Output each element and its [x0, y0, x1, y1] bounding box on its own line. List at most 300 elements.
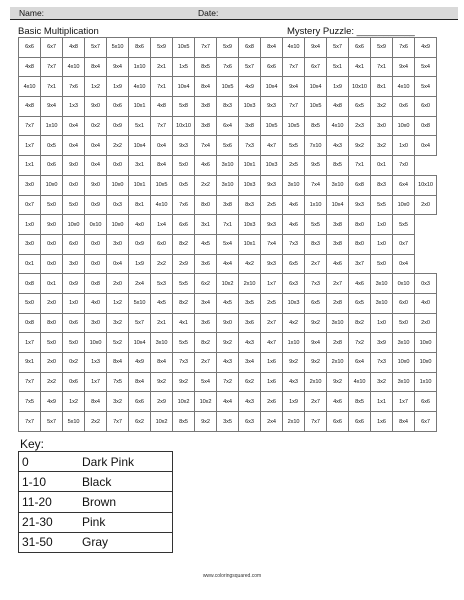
grid-cell[interactable]: 8x4 — [129, 372, 151, 392]
grid-cell[interactable]: 3x5 — [239, 293, 261, 313]
grid-cell[interactable]: 10x5 — [151, 175, 173, 195]
grid-cell[interactable]: 4x0 — [85, 293, 107, 313]
grid-cell[interactable]: 6x6 — [261, 57, 283, 77]
grid-cell[interactable]: 1x5 — [173, 57, 195, 77]
grid-cell[interactable]: 4x10 — [349, 372, 371, 392]
grid-cell[interactable]: 5x4 — [415, 77, 437, 97]
grid-cell[interactable]: 10x0 — [107, 215, 129, 235]
grid-cell[interactable]: 9x0 — [41, 215, 63, 235]
grid-cell[interactable]: 7x7 — [151, 116, 173, 136]
grid-cell[interactable]: 5x10 — [63, 412, 85, 432]
grid-cell[interactable]: 4x6 — [327, 392, 349, 412]
grid-cell[interactable]: 0x0 — [85, 234, 107, 254]
grid-cell[interactable]: 7x3 — [371, 353, 393, 373]
grid-cell[interactable]: 2x7 — [305, 392, 327, 412]
grid-cell[interactable]: 7x3 — [239, 136, 261, 156]
grid-cell[interactable]: 7x7 — [19, 412, 41, 432]
grid-cell[interactable]: 2x10 — [239, 274, 261, 294]
grid-cell[interactable]: 7x7 — [19, 116, 41, 136]
grid-cell[interactable]: 8x0 — [41, 313, 63, 333]
grid-cell[interactable]: 10x4 — [327, 195, 349, 215]
grid-cell[interactable]: 5x0 — [41, 333, 63, 353]
grid-cell[interactable]: 0x0 — [41, 254, 63, 274]
grid-cell[interactable]: 3x10 — [327, 313, 349, 333]
grid-cell[interactable]: 8x5 — [173, 412, 195, 432]
grid-cell[interactable]: 4x7 — [261, 136, 283, 156]
grid-cell[interactable]: 0x6 — [107, 97, 129, 117]
grid-cell[interactable]: 7x7 — [283, 97, 305, 117]
grid-cell[interactable]: 7x1 — [371, 57, 393, 77]
grid-cell[interactable]: 8x6 — [129, 38, 151, 58]
grid-cell[interactable]: 2x0 — [107, 274, 129, 294]
grid-cell[interactable]: 0x4 — [85, 156, 107, 176]
grid-cell[interactable]: 2x7 — [327, 274, 349, 294]
grid-cell[interactable]: 4x8 — [327, 97, 349, 117]
grid-cell[interactable]: 8x2 — [195, 333, 217, 353]
grid-cell[interactable]: 10x1 — [129, 97, 151, 117]
grid-cell[interactable]: 10x5 — [283, 116, 305, 136]
grid-cell[interactable]: 3x6 — [195, 254, 217, 274]
grid-cell[interactable]: 10x4 — [261, 77, 283, 97]
grid-cell[interactable]: 7x6 — [217, 57, 239, 77]
grid-cell[interactable]: 9x2 — [195, 412, 217, 432]
grid-cell[interactable]: 2x10 — [327, 353, 349, 373]
grid-cell[interactable]: 9x3 — [261, 97, 283, 117]
grid-cell[interactable]: 3x10 — [151, 333, 173, 353]
grid-cell[interactable]: 8x4 — [151, 156, 173, 176]
grid-cell[interactable]: 1x9 — [107, 77, 129, 97]
grid-cell[interactable]: 1x0 — [371, 215, 393, 235]
grid-cell[interactable]: 6x6 — [173, 215, 195, 235]
grid-cell[interactable]: 10x0 — [415, 333, 437, 353]
grid-cell[interactable]: 7x7 — [107, 412, 129, 432]
grid-cell[interactable]: 4x1 — [349, 57, 371, 77]
grid-cell[interactable]: 10x0 — [415, 353, 437, 373]
grid-cell[interactable]: 2x5 — [261, 293, 283, 313]
grid-cell[interactable]: 6x2 — [195, 274, 217, 294]
grid-cell[interactable]: 3x10 — [393, 333, 415, 353]
grid-cell[interactable]: 7x6 — [393, 38, 415, 58]
grid-cell[interactable]: 4x5 — [217, 293, 239, 313]
grid-cell[interactable]: 9x0 — [85, 175, 107, 195]
grid-cell[interactable]: 7x3 — [173, 353, 195, 373]
grid-cell[interactable]: 2x0 — [415, 195, 437, 215]
grid-cell[interactable]: 7x4 — [195, 136, 217, 156]
grid-cell[interactable]: 0x10 — [85, 215, 107, 235]
grid-cell[interactable]: 7x10 — [305, 136, 327, 156]
grid-cell[interactable]: 2x2 — [41, 372, 63, 392]
grid-cell[interactable]: 8x0 — [349, 234, 371, 254]
grid-cell[interactable]: 7x7 — [19, 372, 41, 392]
grid-cell[interactable]: 3x0 — [371, 116, 393, 136]
grid-cell[interactable]: 0x1 — [41, 274, 63, 294]
grid-cell[interactable]: 1x7 — [19, 136, 41, 156]
grid-cell[interactable]: 9x4 — [305, 38, 327, 58]
grid-cell[interactable]: 10x10 — [173, 116, 195, 136]
grid-cell[interactable]: 6x4 — [349, 353, 371, 373]
grid-cell[interactable]: 6x5 — [349, 293, 371, 313]
grid-cell[interactable]: 7x7 — [283, 57, 305, 77]
grid-cell[interactable]: 10x2 — [217, 274, 239, 294]
grid-cell[interactable]: 3x0 — [19, 234, 41, 254]
grid-cell[interactable]: 10x3 — [239, 175, 261, 195]
grid-cell[interactable]: 6x6 — [327, 412, 349, 432]
grid-cell[interactable]: 4x9 — [41, 392, 63, 412]
grid-cell[interactable]: 5x10 — [129, 293, 151, 313]
grid-cell[interactable]: 6x6 — [129, 392, 151, 412]
grid-cell[interactable]: 2x10 — [283, 412, 305, 432]
grid-cell[interactable]: 1x10 — [129, 57, 151, 77]
grid-cell[interactable]: 4x10 — [19, 77, 41, 97]
grid-cell[interactable]: 9x2 — [283, 353, 305, 373]
grid-cell[interactable]: 7x5 — [19, 392, 41, 412]
grid-cell[interactable]: 1x7 — [261, 274, 283, 294]
grid-cell[interactable]: 1x7 — [393, 392, 415, 412]
grid-cell[interactable]: 7x4 — [305, 175, 327, 195]
grid-cell[interactable]: 6x7 — [415, 412, 437, 432]
grid-cell[interactable]: 2x0 — [41, 353, 63, 373]
grid-cell[interactable]: 10x4 — [305, 77, 327, 97]
grid-cell[interactable]: 6x8 — [239, 38, 261, 58]
grid-cell[interactable]: 3x6 — [239, 313, 261, 333]
grid-cell[interactable]: 3x6 — [195, 313, 217, 333]
grid-cell[interactable]: 1x6 — [371, 412, 393, 432]
grid-cell[interactable]: 0x8 — [19, 274, 41, 294]
grid-cell[interactable]: 9x1 — [19, 353, 41, 373]
grid-cell[interactable]: 4x8 — [151, 97, 173, 117]
grid-cell[interactable]: 10x4 — [129, 333, 151, 353]
grid-cell[interactable]: 2x7 — [195, 353, 217, 373]
grid-cell[interactable]: 7x0 — [393, 156, 415, 176]
grid-cell[interactable]: 7x1 — [41, 77, 63, 97]
grid-cell[interactable]: 4x5 — [195, 234, 217, 254]
grid-cell[interactable]: 0x6 — [393, 97, 415, 117]
grid-cell[interactable]: 4x6 — [349, 274, 371, 294]
grid-cell[interactable]: 0x4 — [63, 116, 85, 136]
grid-cell[interactable]: 5x9 — [371, 38, 393, 58]
grid-cell[interactable]: 0x3 — [107, 195, 129, 215]
grid-cell[interactable]: 5x7 — [85, 38, 107, 58]
grid-cell[interactable]: 9x2 — [151, 372, 173, 392]
grid-cell[interactable]: 5x4 — [217, 234, 239, 254]
grid-cell[interactable]: 6x5 — [305, 293, 327, 313]
grid-cell[interactable]: 5x0 — [173, 156, 195, 176]
grid-cell[interactable]: 0x1 — [371, 156, 393, 176]
grid-cell[interactable]: 4x6 — [283, 195, 305, 215]
grid-cell[interactable]: 1x6 — [261, 353, 283, 373]
grid-cell[interactable]: 7x6 — [173, 195, 195, 215]
grid-cell[interactable]: 3x8 — [195, 97, 217, 117]
grid-cell[interactable]: 2x7 — [305, 254, 327, 274]
grid-cell[interactable]: 8x3 — [371, 175, 393, 195]
grid-cell[interactable]: 7x2 — [217, 372, 239, 392]
grid-cell[interactable]: 2x0 — [415, 313, 437, 333]
grid-cell[interactable]: 2x8 — [327, 333, 349, 353]
grid-cell[interactable]: 4x3 — [283, 372, 305, 392]
grid-cell[interactable]: 6x5 — [283, 254, 305, 274]
grid-cell[interactable]: 10x4 — [129, 136, 151, 156]
grid-cell[interactable]: 9x2 — [349, 136, 371, 156]
grid-cell[interactable]: 3x8 — [327, 234, 349, 254]
grid-cell[interactable]: 2x9 — [151, 392, 173, 412]
grid-cell[interactable]: 0x10 — [393, 274, 415, 294]
grid-cell[interactable]: 4x10 — [393, 77, 415, 97]
grid-cell[interactable]: 10x3 — [239, 215, 261, 235]
grid-cell[interactable]: 9x3 — [261, 215, 283, 235]
grid-cell[interactable]: 8x1 — [371, 77, 393, 97]
grid-cell[interactable]: 10x0 — [41, 175, 63, 195]
grid-cell[interactable]: 10x5 — [305, 97, 327, 117]
grid-cell[interactable]: 3x2 — [371, 372, 393, 392]
grid-cell[interactable]: 3x2 — [371, 136, 393, 156]
grid-cell[interactable]: 3x10 — [393, 372, 415, 392]
grid-cell[interactable]: 10x0 — [393, 116, 415, 136]
grid-cell[interactable]: 5x0 — [371, 254, 393, 274]
grid-cell[interactable]: 6x6 — [19, 38, 41, 58]
grid-cell[interactable]: 2x4 — [261, 412, 283, 432]
grid-cell[interactable]: 2x5 — [261, 195, 283, 215]
grid-cell[interactable]: 0x6 — [41, 156, 63, 176]
grid-cell[interactable]: 1x3 — [63, 97, 85, 117]
grid-cell[interactable]: 7x5 — [107, 372, 129, 392]
grid-cell[interactable]: 4x6 — [195, 156, 217, 176]
grid-cell[interactable]: 0x7 — [19, 195, 41, 215]
grid-cell[interactable]: 5x7 — [41, 412, 63, 432]
grid-cell[interactable]: 5x1 — [327, 57, 349, 77]
grid-cell[interactable]: 10x3 — [261, 156, 283, 176]
grid-cell[interactable]: 3x2 — [107, 392, 129, 412]
grid-cell[interactable]: 4x8 — [19, 57, 41, 77]
grid-cell[interactable]: 10x2 — [151, 412, 173, 432]
grid-cell[interactable]: 2x2 — [195, 175, 217, 195]
grid-cell[interactable]: 10x2 — [173, 392, 195, 412]
grid-cell[interactable]: 9x4 — [107, 57, 129, 77]
grid-cell[interactable]: 5x7 — [239, 57, 261, 77]
grid-cell[interactable]: 1x0 — [371, 313, 393, 333]
grid-cell[interactable]: 7x7 — [305, 412, 327, 432]
grid-cell[interactable]: 8x2 — [349, 313, 371, 333]
grid-cell[interactable]: 1x9 — [327, 77, 349, 97]
grid-cell[interactable]: 1x2 — [63, 392, 85, 412]
grid-cell[interactable]: 3x0 — [19, 175, 41, 195]
grid-cell[interactable]: 10x3 — [283, 293, 305, 313]
grid-cell[interactable]: 5x0 — [19, 293, 41, 313]
grid-cell[interactable]: 10x5 — [261, 116, 283, 136]
grid-cell[interactable]: 3x8 — [195, 116, 217, 136]
grid-cell[interactable]: 5x5 — [393, 215, 415, 235]
grid-cell[interactable]: 8x5 — [305, 116, 327, 136]
grid-cell[interactable]: 3x4 — [195, 293, 217, 313]
grid-cell[interactable]: 2x8 — [327, 293, 349, 313]
grid-cell[interactable]: 6x3 — [283, 274, 305, 294]
grid-cell[interactable]: 9x2 — [305, 313, 327, 333]
grid-cell[interactable]: 6x6 — [349, 38, 371, 58]
grid-cell[interactable]: 4x9 — [415, 38, 437, 58]
grid-cell[interactable]: 3x7 — [349, 254, 371, 274]
grid-cell[interactable]: 0x4 — [63, 136, 85, 156]
grid-cell[interactable]: 0x4 — [151, 136, 173, 156]
grid-cell[interactable]: 10x3 — [239, 97, 261, 117]
grid-cell[interactable]: 5x5 — [283, 136, 305, 156]
grid-cell[interactable]: 3x10 — [371, 274, 393, 294]
grid-cell[interactable]: 10x0 — [393, 195, 415, 215]
grid-cell[interactable]: 1x3 — [85, 353, 107, 373]
grid-cell[interactable]: 5x0 — [393, 313, 415, 333]
grid-cell[interactable]: 5x9 — [151, 38, 173, 58]
grid-cell[interactable]: 4x0 — [129, 215, 151, 235]
grid-cell[interactable]: 9x0 — [63, 156, 85, 176]
grid-cell[interactable]: 0x9 — [129, 234, 151, 254]
grid-cell[interactable]: 3x8 — [327, 215, 349, 235]
grid-cell[interactable]: 8x4 — [195, 77, 217, 97]
grid-cell[interactable]: 10x1 — [239, 234, 261, 254]
grid-cell[interactable]: 5x5 — [173, 274, 195, 294]
grid-cell[interactable]: 1x10 — [305, 195, 327, 215]
grid-cell[interactable]: 2x3 — [349, 116, 371, 136]
grid-cell[interactable]: 0x0 — [107, 156, 129, 176]
grid-cell[interactable]: 0x5 — [173, 175, 195, 195]
grid-cell[interactable]: 0x8 — [19, 313, 41, 333]
grid-cell[interactable]: 9x2 — [217, 333, 239, 353]
grid-cell[interactable]: 4x10 — [129, 77, 151, 97]
grid-cell[interactable]: 2x2 — [151, 254, 173, 274]
grid-cell[interactable]: 0x7 — [393, 234, 415, 254]
grid-cell[interactable]: 3x0 — [107, 234, 129, 254]
grid-cell[interactable]: 2x2 — [107, 136, 129, 156]
grid-cell[interactable]: 6x7 — [305, 57, 327, 77]
grid-cell[interactable]: 1x10 — [415, 372, 437, 392]
grid-cell[interactable]: 2x0 — [41, 293, 63, 313]
grid-cell[interactable]: 6x6 — [415, 392, 437, 412]
grid-cell[interactable]: 5x2 — [107, 333, 129, 353]
grid-cell[interactable]: 4x10 — [63, 57, 85, 77]
grid-cell[interactable]: 10x10 — [415, 175, 437, 195]
grid-cell[interactable]: 4x8 — [63, 38, 85, 58]
grid-cell[interactable]: 1x1 — [371, 392, 393, 412]
grid-cell[interactable]: 0x4 — [415, 136, 437, 156]
grid-cell[interactable]: 4x5 — [151, 293, 173, 313]
grid-cell[interactable]: 1x0 — [393, 136, 415, 156]
grid-cell[interactable]: 10x4 — [173, 77, 195, 97]
grid-cell[interactable]: 2x7 — [261, 313, 283, 333]
grid-cell[interactable]: 4x10 — [283, 38, 305, 58]
grid-cell[interactable]: 0x6 — [63, 372, 85, 392]
grid-cell[interactable]: 6x6 — [349, 412, 371, 432]
grid-cell[interactable]: 5x6 — [217, 136, 239, 156]
grid-cell[interactable]: 2x9 — [173, 254, 195, 274]
grid-cell[interactable]: 8x4 — [85, 392, 107, 412]
grid-cell[interactable]: 0x8 — [85, 274, 107, 294]
grid-cell[interactable]: 10x1 — [239, 156, 261, 176]
grid-cell[interactable]: 2x10 — [305, 372, 327, 392]
grid-cell[interactable]: 6x2 — [239, 372, 261, 392]
grid-cell[interactable]: 3x2 — [371, 97, 393, 117]
grid-cell[interactable]: 0x9 — [63, 274, 85, 294]
grid-cell[interactable]: 4x6 — [283, 215, 305, 235]
grid-cell[interactable]: 1x9 — [283, 392, 305, 412]
grid-cell[interactable]: 5x0 — [41, 195, 63, 215]
grid-cell[interactable]: 7x3 — [305, 274, 327, 294]
grid-cell[interactable]: 9x2 — [327, 372, 349, 392]
grid-cell[interactable]: 10x5 — [173, 38, 195, 58]
grid-cell[interactable]: 1x0 — [371, 234, 393, 254]
grid-cell[interactable]: 4x6 — [327, 254, 349, 274]
grid-cell[interactable]: 3x2 — [107, 313, 129, 333]
grid-cell[interactable]: 10x0 — [63, 215, 85, 235]
grid-cell[interactable]: 4x9 — [239, 77, 261, 97]
grid-cell[interactable]: 6x2 — [129, 412, 151, 432]
grid-cell[interactable]: 0x4 — [393, 254, 415, 274]
grid-cell[interactable]: 10x2 — [195, 392, 217, 412]
grid-cell[interactable]: 10x0 — [393, 353, 415, 373]
grid-cell[interactable]: 4x9 — [129, 353, 151, 373]
grid-cell[interactable]: 1x0 — [19, 215, 41, 235]
grid-cell[interactable]: 4x3 — [217, 353, 239, 373]
grid-cell[interactable]: 8x5 — [327, 156, 349, 176]
grid-cell[interactable]: 9x3 — [349, 195, 371, 215]
grid-cell[interactable]: 6x5 — [349, 97, 371, 117]
grid-cell[interactable]: 9x0 — [217, 313, 239, 333]
grid-cell[interactable]: 0x5 — [41, 136, 63, 156]
grid-cell[interactable]: 5x0 — [63, 195, 85, 215]
grid-cell[interactable]: 8x0 — [349, 215, 371, 235]
grid-cell[interactable]: 0x6 — [63, 313, 85, 333]
grid-cell[interactable]: 8x2 — [173, 234, 195, 254]
grid-cell[interactable]: 5x8 — [173, 97, 195, 117]
grid-cell[interactable]: 3x0 — [85, 313, 107, 333]
grid-cell[interactable]: 3x5 — [217, 412, 239, 432]
grid-cell[interactable]: 9x2 — [305, 353, 327, 373]
grid-cell[interactable]: 4x10 — [327, 116, 349, 136]
grid-cell[interactable]: 1x2 — [85, 77, 107, 97]
grid-cell[interactable]: 8x5 — [349, 392, 371, 412]
grid-cell[interactable]: 8x4 — [261, 38, 283, 58]
grid-cell[interactable]: 5x9 — [217, 38, 239, 58]
grid-cell[interactable]: 10x0 — [85, 333, 107, 353]
grid-cell[interactable]: 1x6 — [261, 372, 283, 392]
grid-cell[interactable]: 4x4 — [217, 254, 239, 274]
grid-cell[interactable]: 8x4 — [393, 412, 415, 432]
grid-cell[interactable]: 9x0 — [85, 97, 107, 117]
grid-cell[interactable]: 3x1 — [195, 215, 217, 235]
grid-cell[interactable]: 0x4 — [107, 254, 129, 274]
grid-cell[interactable]: 7x2 — [349, 333, 371, 353]
grid-cell[interactable]: 7x1 — [151, 77, 173, 97]
grid-cell[interactable]: 9x4 — [283, 77, 305, 97]
grid-cell[interactable]: 10x10 — [349, 77, 371, 97]
grid-cell[interactable]: 4x4 — [217, 392, 239, 412]
grid-cell[interactable]: 6x7 — [41, 38, 63, 58]
grid-cell[interactable]: 9x2 — [173, 372, 195, 392]
grid-cell[interactable]: 1x7 — [19, 333, 41, 353]
grid-cell[interactable]: 8x3 — [217, 97, 239, 117]
grid-cell[interactable]: 4x8 — [19, 97, 41, 117]
grid-cell[interactable]: 4x2 — [239, 254, 261, 274]
grid-cell[interactable]: 1x4 — [151, 215, 173, 235]
grid-cell[interactable]: 4x2 — [283, 313, 305, 333]
grid-cell[interactable]: 2x5 — [283, 156, 305, 176]
grid-cell[interactable]: 5x7 — [129, 313, 151, 333]
grid-cell[interactable]: 5x10 — [107, 38, 129, 58]
grid-cell[interactable]: 6x0 — [63, 234, 85, 254]
grid-cell[interactable]: 0x4 — [85, 136, 107, 156]
grid-cell[interactable]: 5x0 — [63, 333, 85, 353]
grid-cell[interactable]: 1x9 — [129, 254, 151, 274]
grid-cell[interactable]: 2x6 — [261, 392, 283, 412]
grid-cell[interactable]: 3x10 — [217, 156, 239, 176]
grid-cell[interactable]: 9x3 — [261, 175, 283, 195]
grid-cell[interactable]: 6x0 — [151, 234, 173, 254]
